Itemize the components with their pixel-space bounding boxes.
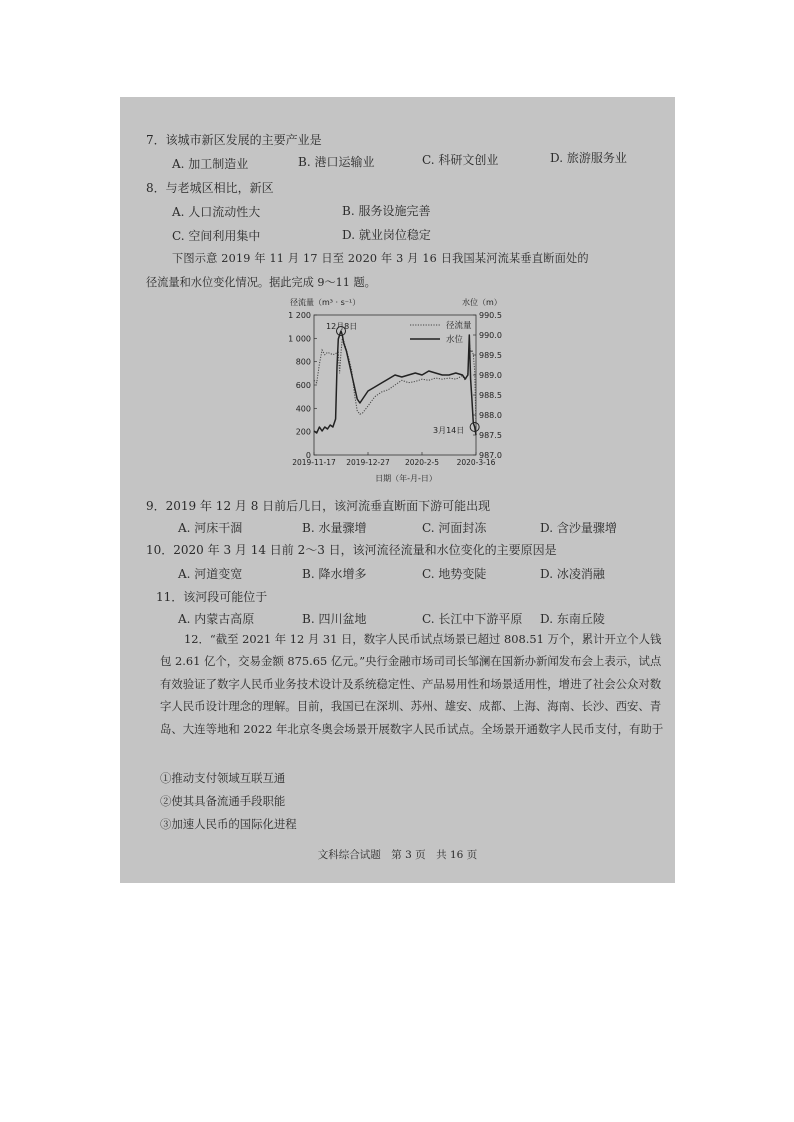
x-axis-ticks xyxy=(292,452,495,467)
q7-option-b: B. 港口运输业 xyxy=(298,155,375,169)
left-tick-label: 600 xyxy=(295,381,311,390)
intro-line-2: 径流量和水位变化情况。据此完成 9～11 题。 xyxy=(146,276,376,289)
q11-option-a: A. 内蒙古高原 xyxy=(178,612,255,626)
left-tick-label: 400 xyxy=(295,404,311,414)
q9-option-c: C. 河面封冻 xyxy=(422,521,487,535)
q8-stem: 8．与老城区相比，新区 xyxy=(146,181,274,195)
q11-option-c: C. 长江中下游平原 xyxy=(422,612,523,626)
annotation-mar14-label: 3月14日 xyxy=(433,426,465,435)
q11-option-d: D. 东南丘陵 xyxy=(540,612,605,626)
series-level-line xyxy=(314,331,476,435)
annotation-mar14 xyxy=(433,423,479,436)
x-tick-label: 2020-2-5 xyxy=(404,458,440,467)
legend-runoff-label: 径流量 xyxy=(446,321,472,331)
left-tick-label: 1 000 xyxy=(288,334,311,344)
right-tick-label: 987.5 xyxy=(479,431,502,440)
left-axis-ticks xyxy=(288,311,317,460)
q12-passage: 12．“截至 2021 年 12 月 31 日，数字人民币试点场景已超过 808.51 万个，累计开立个人钱包 2.61 亿个，交易金额 875.65 亿元。”央行金融市场司司长邹澜在国新办新闻发布会上表示，试点有效验证了数字人民币业务技术设计及系统稳定性、产品易用性和场景适用性，增进了社会公众对数字人民币设计理念的理解。目前，我国已在深圳、苏州、雄安、成都、上海、海南、长沙、西安、青岛、大连等地和 2022 年北京冬奥会场景开展数字人民币试点。全场景开通数字人民币支付，有助于 xyxy=(160,632,664,736)
right-tick-label: 990.5 xyxy=(479,311,502,320)
q10-option-d: D. 冰凌消融 xyxy=(540,567,605,581)
page-footer: 文科综合试题 第 3 页 共 16 页 xyxy=(317,849,478,861)
series-layer xyxy=(314,331,476,435)
legend xyxy=(410,320,472,345)
q9-stem: 9．2019 年 12 月 8 日前后几日，该河流垂直断面下游可能出现 xyxy=(146,499,491,513)
x-tick-label: 2019-11-17 xyxy=(292,458,336,467)
q12-item-1: ①推动支付领域互联互通 xyxy=(160,771,286,785)
q9-option-d: D. 含沙量骤增 xyxy=(540,521,617,535)
q10-option-c: C. 地势变陡 xyxy=(422,567,487,581)
right-tick-label: 989.0 xyxy=(479,371,502,380)
q12-item-3: ③加速人民币的国际化进程 xyxy=(160,817,297,831)
q7-option-d: D. 旅游服务业 xyxy=(550,151,627,165)
x-tick-label: 2019-12-27 xyxy=(346,458,390,467)
q8-option-d: D. 就业岗位稳定 xyxy=(342,228,431,242)
q10-option-b: B. 降水增多 xyxy=(302,567,367,581)
q7-stem: 7．该城市新区发展的主要产业是 xyxy=(146,133,322,147)
q9-option-a: A. 河床干涸 xyxy=(178,521,243,535)
q9-option-b: B. 水量骤增 xyxy=(302,521,367,535)
x-tick-label: 2020-3-16 xyxy=(456,458,496,467)
annotation-dec8-label: 12月8日 xyxy=(326,322,358,331)
q11-option-b: B. 四川盆地 xyxy=(302,612,367,626)
left-tick-label: 1 200 xyxy=(288,311,311,320)
left-tick-label: 200 xyxy=(295,427,311,437)
q7-option-c: C. 科研文创业 xyxy=(422,153,499,167)
right-tick-label: 988.0 xyxy=(479,411,502,420)
left-axis-title: 径流量（m³ · s⁻¹） xyxy=(290,298,361,307)
right-axis-ticks xyxy=(473,311,502,460)
q7-option-a: A. 加工制造业 xyxy=(172,157,249,171)
intro-line-1: 下图示意 2019 年 11 月 17 日至 2020 年 3 月 16 日我国某河流某垂直断面处的 xyxy=(172,252,589,265)
left-tick-label: 800 xyxy=(295,357,311,367)
q8-option-a: A. 人口流动性大 xyxy=(172,205,261,219)
x-axis-title: 日期（年-月-日） xyxy=(375,474,437,483)
q10-stem: 10．2020 年 3 月 14 日前 2～3 日，该河流径流量和水位变化的主要原因是 xyxy=(146,543,557,557)
q10-option-a: A. 河道变宽 xyxy=(178,567,243,581)
exam-page xyxy=(120,97,675,883)
left-tick-label: 0 xyxy=(305,451,311,460)
legend-level-label: 水位 xyxy=(446,335,464,345)
right-axis-title: 水位（m） xyxy=(462,298,502,307)
runoff-level-chart xyxy=(286,293,526,483)
right-tick-label: 987.0 xyxy=(479,451,502,460)
q11-stem: 11．该河段可能位于 xyxy=(156,590,268,604)
right-tick-label: 990.0 xyxy=(479,331,502,340)
chart-svg xyxy=(286,293,526,483)
q8-option-b: B. 服务设施完善 xyxy=(342,204,431,218)
right-tick-label: 989.5 xyxy=(479,351,502,360)
q8-option-c: C. 空间利用集中 xyxy=(172,229,261,243)
right-tick-label: 988.5 xyxy=(479,391,502,400)
q12-item-2: ②使其具备流通手段职能 xyxy=(160,794,286,808)
